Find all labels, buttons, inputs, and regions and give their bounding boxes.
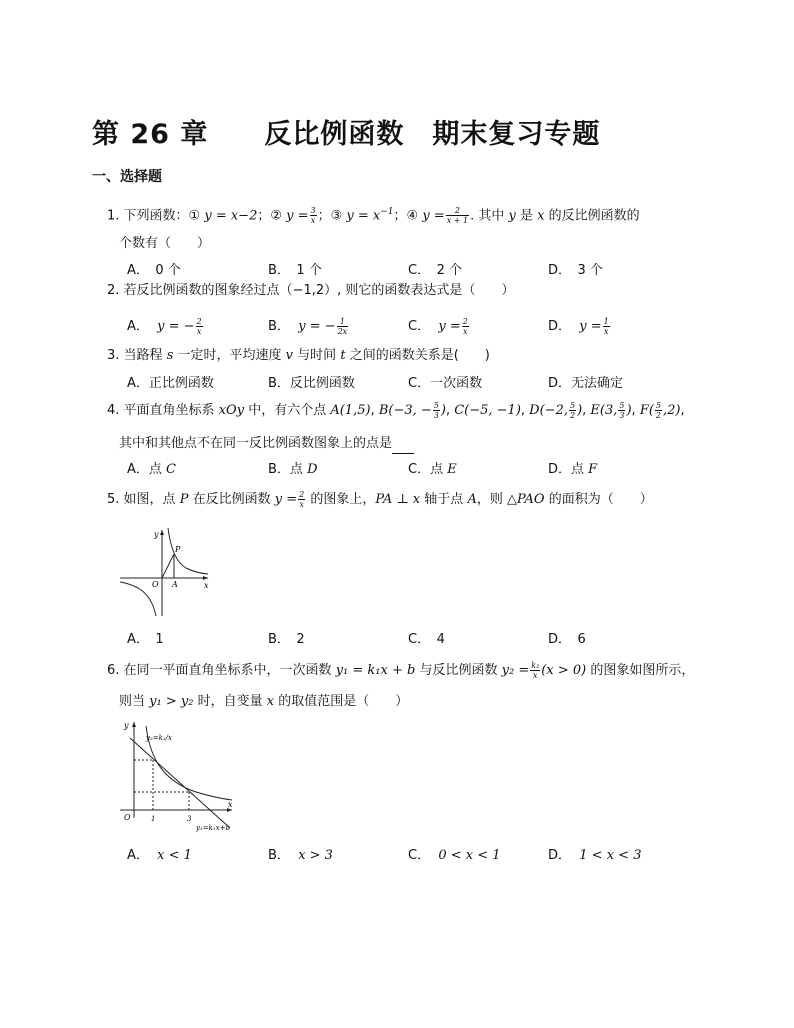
q5-text: 的面积为（ ） — [548, 492, 653, 507]
frac-num: 2 — [196, 317, 202, 326]
q4-option-d[interactable] — [548, 458, 597, 477]
q6-number: 6. — [107, 663, 120, 678]
option-formula: y = — [579, 319, 602, 334]
q5-number: 5. — [107, 492, 120, 507]
q5-expr: PA ⊥ x — [375, 492, 421, 507]
frac-den: 3 — [433, 411, 439, 420]
q1-func-2-frac — [310, 206, 317, 225]
point-a-label: A — [172, 580, 178, 589]
frac-num: 2 — [299, 490, 305, 499]
q1-sep: ；④ — [393, 208, 419, 224]
q6-linear-func: y₁ = k₁x + b — [335, 663, 416, 678]
q4-text: 其中和其他点不在同一反比例函数图象上的点是 — [119, 436, 393, 451]
q6-condition: y₁ > y₂ — [149, 694, 194, 709]
q6-option-c[interactable] — [408, 844, 501, 863]
option-label: A． — [127, 848, 149, 863]
frac-den: 2x — [337, 327, 348, 336]
origin-label: O — [124, 813, 131, 822]
frac-num: 1 — [337, 317, 349, 327]
q6-option-a[interactable] — [127, 844, 192, 863]
frac-num: 3 — [310, 206, 316, 216]
option-label: C．点 — [408, 462, 444, 477]
frac-den: 3 — [619, 411, 625, 420]
q3-text: 之间的函数关系是( ) — [349, 348, 490, 363]
frac-num: 5 — [433, 401, 439, 410]
option-label: B． — [268, 319, 290, 334]
option-formula: y = — [438, 319, 461, 334]
frac-den: x + 1 — [446, 216, 469, 226]
q1-option-c[interactable]: C． 2 个 — [408, 263, 462, 278]
q2-option-c[interactable] — [408, 315, 470, 336]
q1-var: y — [508, 208, 516, 224]
q3-var: t — [340, 348, 346, 363]
q6-text: 的图象如图所示， — [590, 663, 695, 678]
point-d-frac — [569, 401, 576, 420]
frac-den: x — [310, 216, 316, 226]
q1-func-2: y = — [286, 208, 309, 224]
q6-text: 在同一平面直角坐标系中，一次函数 — [123, 663, 332, 678]
page-title: 第 26 章 反比例函数 期末复习专题 — [92, 119, 601, 150]
hyperbola-branch-2 — [120, 582, 156, 616]
option-label: B．点 — [268, 462, 303, 477]
q4-option-b[interactable] — [268, 458, 318, 477]
q3-option-a[interactable]: A．正比例函数 — [127, 376, 214, 391]
line-label: y₁=k₁x+b — [196, 824, 230, 832]
q5-text: 如图，点 — [123, 492, 176, 507]
q2-number: 2. — [107, 283, 120, 298]
y-label: y — [124, 721, 129, 730]
question-4: 4. 平面直角坐标系 xOy 中，有六个点 A(1,5), B(−3, − $\frac{5}{3}$ ), C(−5, −1), D(−2, $\frac{5}{2}$ ), E(3, $\frac{5}{3}$ ), F( $\frac{5}{2}$ ,2), — [107, 401, 685, 420]
q3-var: s — [166, 348, 174, 363]
q3-text: 一定时，平均速度 — [177, 348, 282, 363]
point-b-frac — [433, 401, 440, 420]
q1-text: 下列函数：① — [123, 208, 201, 224]
q5-text: 在反比例函数 — [192, 492, 271, 507]
q1-func-1: y = x−2 — [204, 208, 258, 224]
q4-text: 平面直角坐标系 — [123, 403, 215, 418]
question-3 — [107, 346, 490, 366]
q1-func-3-exp: −1 — [380, 207, 394, 217]
frac-den: x — [196, 327, 202, 336]
q3-text: 当路程 — [123, 348, 163, 363]
q6-text: 时，自变量 — [197, 694, 263, 709]
option-frac — [603, 317, 610, 336]
option-label: D．点 — [548, 462, 585, 477]
option-value: 1 < x < 3 — [579, 848, 642, 863]
q5-text: 轴于点 — [424, 492, 464, 507]
q1-option-b[interactable]: B． 1 个 — [268, 263, 322, 278]
q3-option-d[interactable]: D．无法确定 — [548, 376, 624, 391]
q1-var: x — [537, 208, 545, 224]
option-label: B． — [268, 848, 290, 863]
q1-func-4-frac — [446, 206, 469, 225]
point-d: D(−2, — [529, 403, 568, 418]
tick-3: 3 — [187, 815, 192, 823]
q4-number: 4. — [107, 403, 120, 418]
q6-var: x — [266, 694, 275, 709]
q5-option-c[interactable]: C． 4 — [408, 632, 445, 647]
section-heading: 一、选择题 — [92, 169, 162, 185]
y-axis-arrow — [132, 722, 136, 727]
q2-option-d[interactable] — [548, 315, 611, 336]
point-e-frac — [618, 401, 625, 420]
x-axis-arrow — [203, 576, 208, 580]
option-value: F — [588, 462, 598, 477]
point-a: A(1,5) — [330, 403, 371, 418]
q4-text: 中，有六个点 — [248, 403, 327, 418]
q1-text: . 其中 — [470, 208, 505, 224]
option-label: A． — [127, 319, 149, 334]
y-axis-arrow — [160, 530, 164, 535]
frac-den: x — [603, 327, 609, 336]
q1-text: 的反比例函数的 — [548, 208, 640, 224]
option-label: D． — [548, 319, 572, 334]
option-value: x < 1 — [157, 848, 192, 863]
option-label: C． — [408, 319, 431, 334]
option-label: D． — [548, 848, 572, 863]
q5-option-d[interactable]: D． 6 — [548, 632, 586, 647]
q4-line-2 — [119, 434, 414, 454]
frac-num: 5 — [655, 401, 661, 410]
q2-option-a[interactable] — [127, 315, 204, 336]
y-label: y — [154, 530, 159, 539]
option-label: A．点 — [127, 462, 162, 477]
frac-num: k₂ — [531, 661, 540, 670]
point-c: C(−5, −1) — [454, 403, 521, 418]
q5-var: A — [467, 492, 477, 507]
q5-text: ，则 — [476, 492, 503, 507]
frac-den: 2 — [655, 411, 661, 420]
q6-line-2 — [119, 692, 408, 712]
q1-option-d[interactable]: D． 3 个 — [548, 263, 603, 278]
answer-blank[interactable] — [392, 441, 414, 454]
q4-option-a[interactable] — [127, 458, 176, 477]
q3-option-c[interactable]: C．一次函数 — [408, 376, 483, 391]
curve-label: y₂=k₂/x — [146, 734, 172, 742]
q2-option-b[interactable] — [268, 315, 349, 336]
question-1 — [107, 202, 640, 226]
q5-figure — [116, 524, 216, 620]
q2-text: 若反比例函数的图象经过点（−1,2）, 则它的函数表达式是（ ） — [123, 283, 515, 298]
point-f: F( — [639, 403, 654, 418]
frac-num: 2 — [446, 206, 469, 216]
option-frac — [462, 317, 469, 336]
q6-option-d[interactable] — [548, 844, 641, 863]
option-label: C． — [408, 848, 431, 863]
option-value: D — [307, 462, 318, 477]
q1-number: 1. — [107, 208, 120, 224]
frac-den: x — [532, 671, 538, 680]
option-frac — [337, 317, 349, 336]
x-label: x — [204, 581, 209, 590]
q6-text: 与反比例函数 — [419, 663, 498, 678]
q4-var: xOy — [218, 403, 245, 418]
q5-var: P — [179, 492, 189, 507]
x-label: x — [228, 800, 233, 809]
point-p-label: P — [175, 545, 181, 554]
q6-domain: (x > 0) — [541, 663, 587, 678]
option-formula: y = − — [157, 319, 195, 334]
option-value: C — [166, 462, 176, 477]
question-6 — [107, 661, 694, 681]
frac-den: x — [463, 327, 468, 336]
question-2 — [107, 281, 514, 301]
linear-line — [130, 738, 230, 828]
q1-line-2: 个数有（ ） — [119, 236, 211, 251]
point-b: B(−3, − — [378, 403, 432, 418]
q6-inverse-func: y₂ = — [501, 663, 530, 678]
q1-sep: ；② — [257, 208, 282, 224]
frac-den: x — [299, 500, 304, 509]
option-value: 0 < x < 1 — [438, 848, 501, 863]
q3-text: 与时间 — [297, 348, 337, 363]
tick-1: 1 — [151, 815, 156, 823]
q5-func-frac — [298, 490, 305, 509]
q5-expr: △PAO — [506, 492, 545, 507]
option-frac — [196, 317, 203, 336]
frac-num: 5 — [619, 401, 625, 410]
option-formula: y = − — [298, 319, 336, 334]
point-e: E(3, — [590, 403, 618, 418]
origin-label: O — [152, 580, 159, 589]
q5-option-b[interactable]: B． 2 — [268, 632, 305, 647]
q5-option-a[interactable]: A． 1 — [127, 632, 164, 647]
frac-num: 2 — [462, 317, 468, 326]
q3-number: 3. — [107, 348, 120, 363]
option-value: x > 3 — [298, 848, 333, 863]
q5-text: 的图象上， — [310, 492, 376, 507]
q6-inverse-frac — [530, 661, 540, 680]
q6-text: 的取值范围是（ ） — [278, 694, 409, 709]
q1-func-4: y = — [422, 208, 445, 224]
q6-text: 则当 — [119, 694, 146, 709]
q1-sep: ；③ — [317, 208, 343, 224]
q6-figure — [116, 718, 246, 836]
q4-option-c[interactable] — [408, 458, 457, 477]
q3-var: v — [285, 348, 294, 363]
question-5 — [107, 490, 653, 510]
point-f-tail: ,2) — [663, 403, 681, 418]
frac-num: 5 — [569, 401, 576, 410]
q1-text: 是 — [520, 208, 534, 224]
segment-op — [162, 554, 174, 578]
point-f-frac — [655, 401, 662, 420]
option-value: E — [447, 462, 457, 477]
q1-option-a[interactable]: A． 0 个 — [127, 263, 181, 278]
frac-num: 1 — [603, 317, 609, 326]
q5-func: y = — [274, 492, 298, 507]
q6-option-b[interactable] — [268, 844, 333, 863]
q1-func-3: y = x — [346, 208, 381, 224]
q3-option-b[interactable]: B．反比例函数 — [268, 376, 355, 391]
frac-den: 2 — [569, 411, 576, 420]
